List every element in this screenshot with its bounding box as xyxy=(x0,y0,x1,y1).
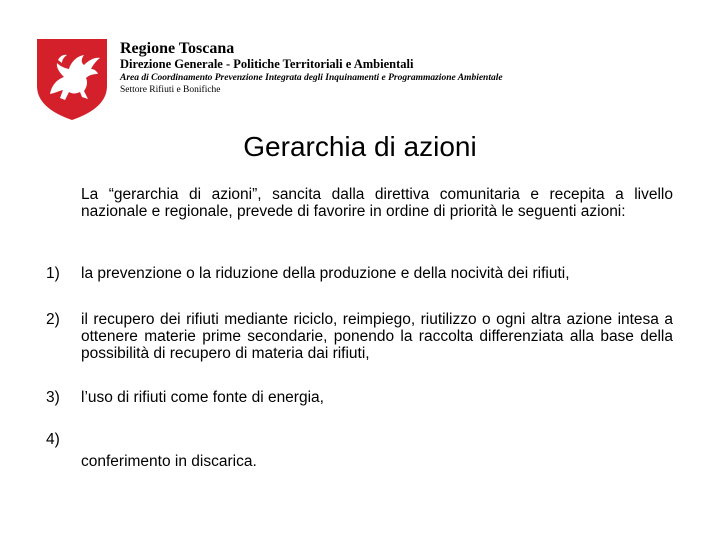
list-item-number: 4) xyxy=(46,431,60,448)
direction-name: Direzione Generale - Politiche Territoriali e Ambientali xyxy=(120,57,414,71)
list-item-number: 2) xyxy=(46,311,60,328)
regione-toscana-logo xyxy=(34,36,110,122)
list-item-text: conferimento in discarica. xyxy=(81,453,257,470)
header xyxy=(120,40,560,96)
list-item-text: l’uso di rifiuti come fonte di energia, xyxy=(81,389,324,406)
list-item-text: il recupero dei rifiuti mediante riciclo, reimpiego, riutilizzo o ogni altra azione intesa a ottenere materie prime secondarie, ponendo la raccolta differenziata alla base della possibilità di recupero di materia dai rifiuti, xyxy=(81,311,673,362)
org-name: Regione Toscana xyxy=(120,40,235,57)
area-name: Area di Coordinamento Prevenzione Integrata degli Inquinamenti e Programmazione Ambientale xyxy=(120,73,503,83)
page-title: Gerarchia di azioni xyxy=(243,131,477,162)
intro-paragraph: La “gerarchia di azioni”, sancita dalla direttiva comunitaria e recepita a livello nazionale e regionale, prevede di favorire in ordine di priorità le seguenti azioni: xyxy=(81,186,673,220)
list-item-number: 1) xyxy=(46,265,60,282)
list-item-number: 3) xyxy=(46,389,60,406)
list-item-text: la prevenzione o la riduzione della produzione e della nocività dei rifiuti, xyxy=(81,265,570,282)
sector-name: Settore Rifiuti e Bonifiche xyxy=(120,85,221,95)
